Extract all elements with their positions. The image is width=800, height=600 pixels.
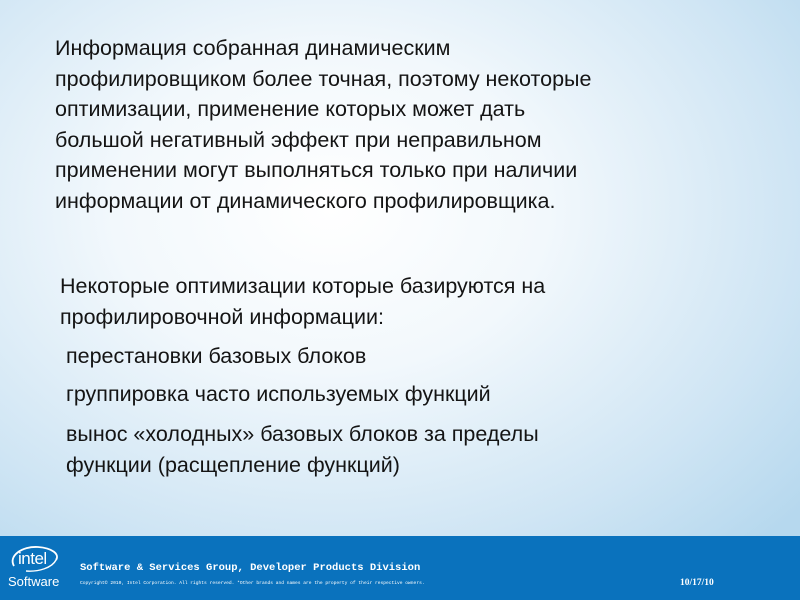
paragraph-optimizations-intro: Некоторые оптимизации которые базируются на профилировочной информации:	[60, 274, 546, 329]
list-item-function-splitting: вынос «холодных» базовых блоков за пределы функции (расщепление функций)	[66, 422, 539, 477]
footer-bar	[0, 536, 800, 600]
intel-software-logo	[8, 544, 60, 592]
list-item-block-reordering: перестановки базовых блоков	[66, 344, 367, 368]
slide-date: 10/17/10	[680, 578, 714, 588]
logo-brand-text: intel	[18, 549, 47, 568]
copyright-text: Copyright© 2010, Intel Corporation. All rights reserved. *Other brands and names are the property of their respective owners.	[80, 581, 425, 586]
logo-product-text: Software	[8, 574, 60, 589]
list-item-function-grouping: группировка часто используемых функций	[66, 382, 491, 406]
paragraph-dynamic-profiler: Информация собранная динамическим профилировщиком более точная, поэтому некоторые оптимизации, применение которых может дать большой негативный эффект при неправильном применении могут выполняться только при наличии информации от динамического профилировщика.	[55, 36, 592, 213]
division-text: Software & Services Group, Developer Products Division	[80, 562, 421, 574]
